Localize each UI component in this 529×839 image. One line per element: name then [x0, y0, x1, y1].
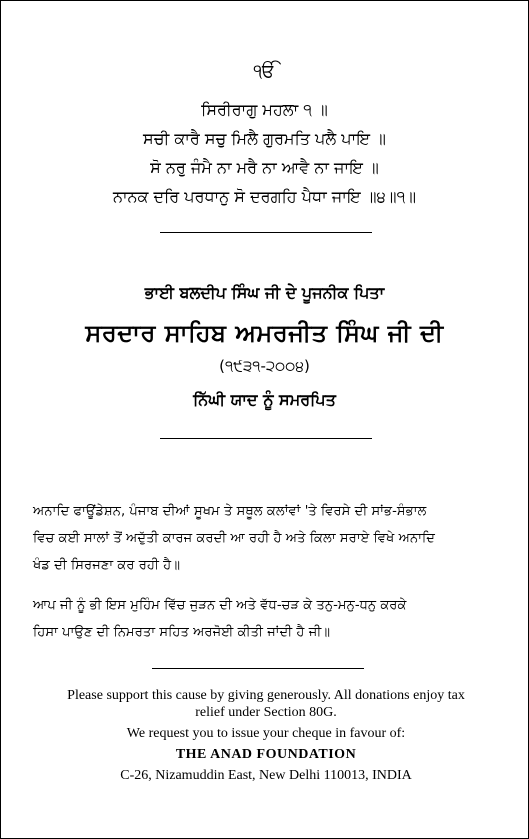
verse-heading: ਸਿਰੀਰਾਗੁ ਮਹਲਾ ੧ ॥ [201, 100, 328, 119]
foundation-paragraph [33, 498, 499, 579]
dedication-line: ਭਾਈ ਬਲਦੀਪ ਸਿੰਘ ਜੀ ਦੇ ਪੂਜਨੀਕ ਪਿਤਾ [144, 283, 385, 302]
memory-line: ਨਿੱਘੀ ਯਾਦ ਨੂੰ ਸਮਰਪਿਤ [193, 390, 336, 409]
foundation-name: THE ANAD FOUNDATION [175, 747, 357, 762]
verse-line: ਸੋ ਨਰੁ ਜੰਮੈ ਨਾ ਮਰੈ ਨਾ ਆਵੈ ਨਾ ਜਾਇ ॥ [150, 158, 379, 177]
appeal-line: relief under Section 80G. [195, 705, 337, 720]
honoree-years: (੧੯੩੧-੨੦੦੪) [219, 357, 310, 375]
verse-line: ਸਚੀ ਕਾਰੈ ਸਚੁ ਮਿਲੈ ਗੁਰਮਤਿ ਪਲੈ ਪਾਇ ॥ [143, 129, 386, 148]
paragraph-line: ਖੰਡ ਦੀ ਸਿਰਜਣਾ ਕਰ ਰਹੀ ਹੈ॥ [33, 558, 181, 573]
request-paragraph [33, 592, 499, 646]
divider [152, 668, 364, 669]
verse-line: ਨਾਨਕ ਦਰਿ ਪਰਧਾਨੁ ਸੋ ਦਰਗਹਿ ਪੈਧਾ ਜਾਇ ॥੪॥੧॥ [112, 187, 417, 206]
honoree-name: ਸਰਦਾਰ ਸਾਹਿਬ ਅਮਰਜੀਤ ਸਿੰਘ ਜੀ ਦੀ [85, 319, 444, 347]
paragraph-line: ਅਨਾਦਿ ਫਾਊਂਡੇਸ਼ਨ, ਪੰਜਾਬ ਦੀਆਂ ਸੂਖਮ ਤੇ ਸਥੂਲ ਕਲਾਂਵਾਂ 'ਤੇ ਵਿਰਸੇ ਦੀ ਸਾਂਭ-ਸੰਭਾਲ [33, 504, 427, 519]
paragraph-line: ਹਿਸਾ ਪਾਉਣ ਦੀ ਨਿਮਰਤਾ ਸਹਿਤ ਅਰਜੋਈ ਕੀਤੀ ਜਾਂਦੀ ਹੈ ਜੀ॥ [33, 625, 331, 640]
appeal-line: Please support this cause by giving generously. All donations enjoy tax [67, 688, 465, 703]
divider [160, 232, 372, 233]
gurbani-verse [1, 95, 528, 211]
paragraph-line: ਵਿਚ ਕਈ ਸਾਲਾਂ ਤੋਂ ਅਦੁੱਤੀ ਕਾਰਜ ਕਰਦੀ ਆ ਰਹੀ ਹੈ ਅਤੇ ਕਿਲਾ ਸਰਾਏ ਵਿਖੇ ਅਨਾਦਿ [33, 531, 435, 546]
ik-onkar-symbol: ੴ [253, 61, 276, 82]
paragraph-line: ਆਪ ਜੀ ਨੂੰ ਭੀ ਇਸ ਮੁਹਿੰਮ ਵਿੱਚ ਜੁੜਨ ਦੀ ਅਤੇ ਵੱਧ-ਚੜ ਕੇ ਤਨੁ-ਮਨੁ-ਧਨੁ ਕਰਕੇ [33, 598, 407, 613]
appeal-line: We request you to issue your cheque in favour of: [126, 726, 406, 741]
donation-appeal [41, 687, 491, 784]
divider [160, 438, 372, 439]
foundation-address: C-26, Nizamuddin East, New Delhi 110013, INDIA [120, 768, 412, 783]
